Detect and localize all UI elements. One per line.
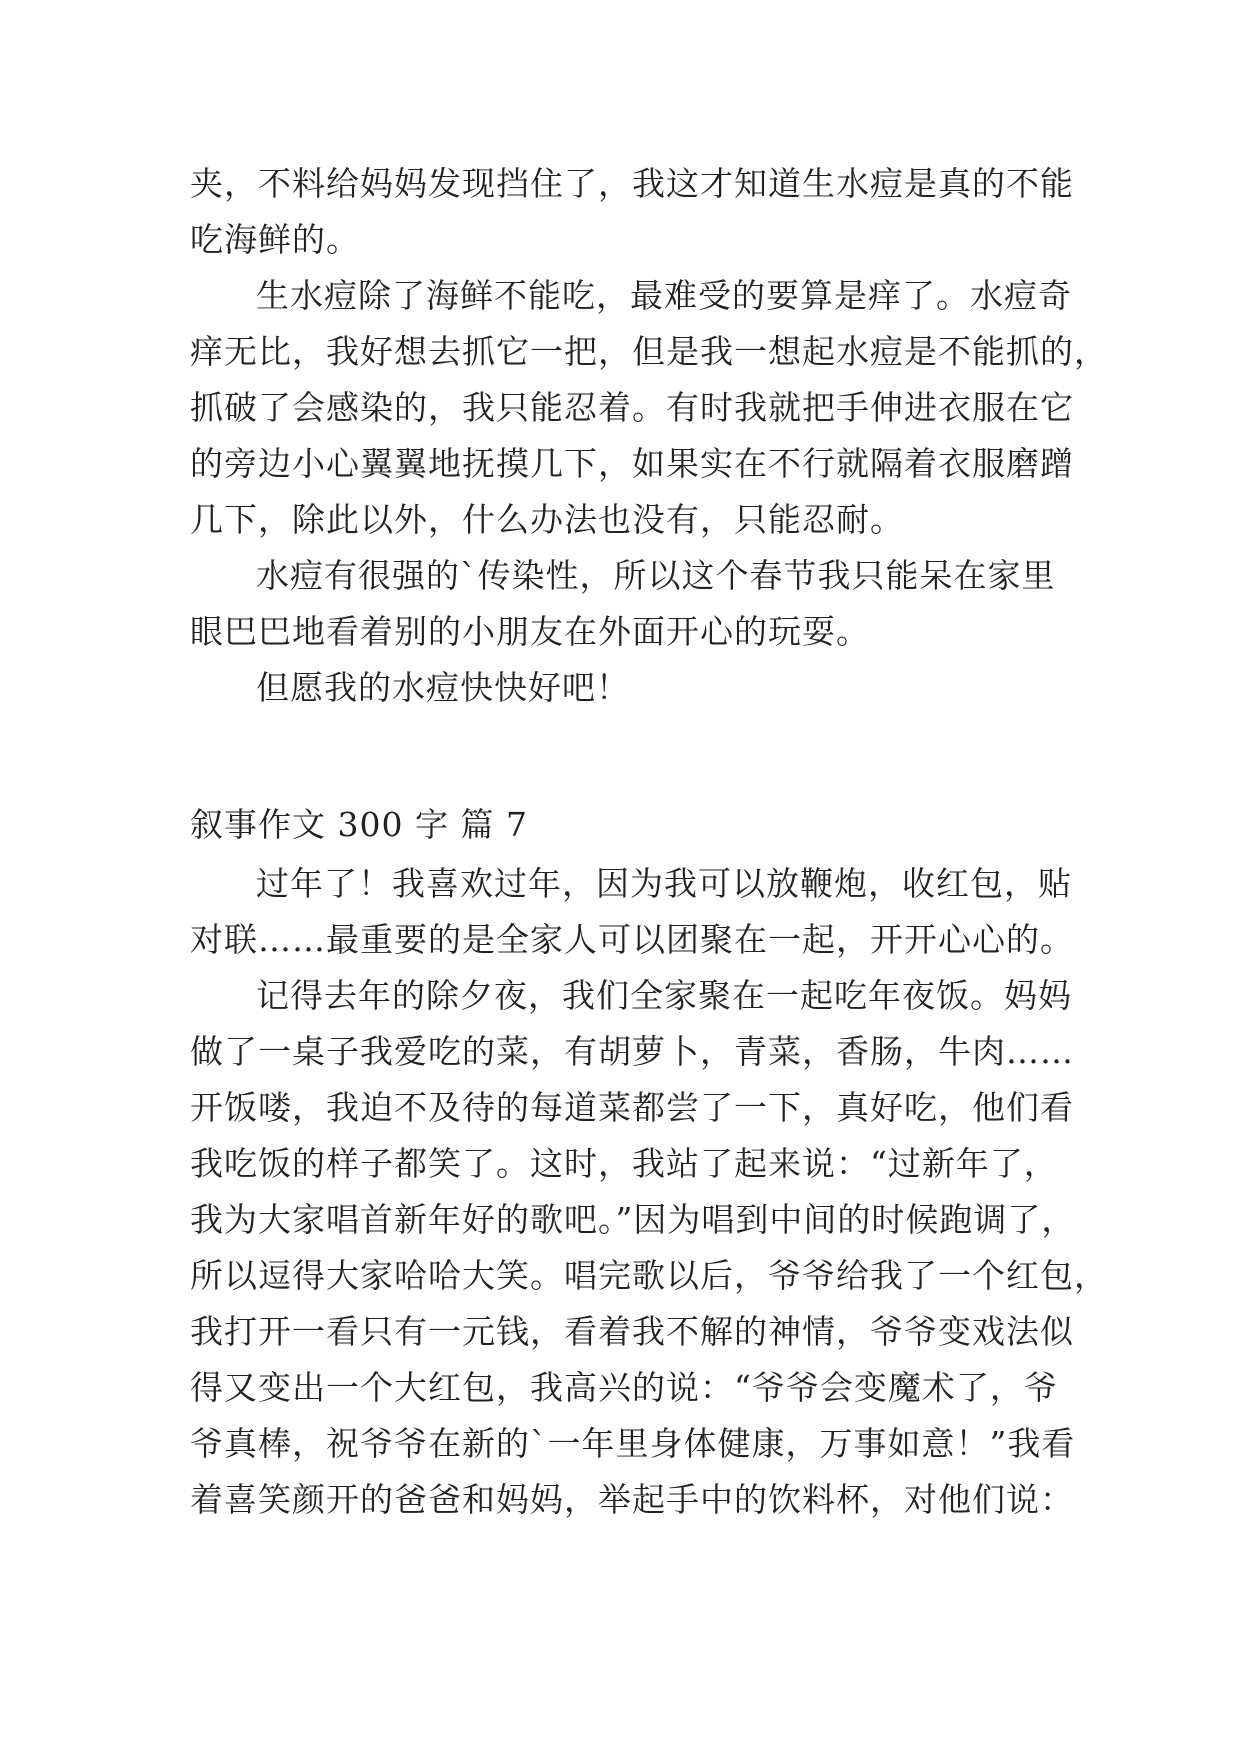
paragraph-line: 夹，不料给妈妈发现挡住了，我这才知道生水痘是真的不能	[190, 164, 1074, 203]
paragraph-line: 着喜笑颜开的爸爸和妈妈，举起手中的饮料杯，对他们说：	[190, 1480, 1074, 1519]
paragraph-line: 得又变出一个大红包，我高兴的说：“爷爷会变魔术了，爷	[190, 1368, 1058, 1407]
paragraph-line: 记得去年的除夕夜，我们全家聚在一起吃年夜饭。妈妈	[256, 976, 1072, 1015]
paragraph-line: 吃海鲜的。	[190, 220, 360, 259]
paragraph-line: 所以逗得大家哈哈大笑。唱完歌以后，爷爷给我了一个红包，	[190, 1256, 1108, 1295]
paragraph-line: 我吃饭的样子都笑了。这时，我站了起来说：“过新年了，	[190, 1144, 1058, 1183]
paragraph-line: 几下，除此以外，什么办法也没有，只能忍耐。	[190, 500, 904, 539]
paragraph-line: 抓破了会感染的，我只能忍着。有时我就把手伸进衣服在它	[190, 388, 1074, 427]
section-title: 叙事作文 300 字 篇 7	[190, 805, 528, 844]
paragraph-line: 的旁边小心翼翼地抚摸几下，如果实在不行就隔着衣服磨蹭	[190, 444, 1074, 483]
paragraph-line: 爷真棒，祝爷爷在新的`一年里身体健康，万事如意！”我看	[190, 1424, 1076, 1463]
paragraph-line: 眼巴巴地看着别的小朋友在外面开心的玩耍。	[190, 612, 870, 651]
paragraph-line: 开饭喽，我迫不及待的每道菜都尝了一下，真好吃，他们看	[190, 1088, 1074, 1127]
paragraph-line: 对联……最重要的是全家人可以团聚在一起，开开心心的。	[190, 920, 1074, 959]
paragraph-line: 生水痘除了海鲜不能吃，最难受的要算是痒了。水痘奇	[256, 276, 1072, 315]
paragraph-line: 做了一桌子我爱吃的菜，有胡萝卜，青菜，香肠，牛肉……	[190, 1032, 1074, 1071]
paragraph-line: 水痘有很强的`传染性，所以这个春节我只能呆在家里	[256, 556, 1056, 595]
paragraph-line: 过年了！我喜欢过年，因为我可以放鞭炮，收红包，贴	[256, 864, 1072, 903]
paragraph-line: 我打开一看只有一元钱，看着我不解的神情，爷爷变戏法似	[190, 1312, 1074, 1351]
paragraph-line: 我为大家唱首新年好的歌吧。”因为唱到中间的时候跑调了，	[190, 1200, 1076, 1239]
paragraph-line: 但愿我的水痘快快好吧！	[256, 668, 630, 707]
paragraph-line: 痒无比，我好想去抓它一把，但是我一想起水痘是不能抓的，	[190, 332, 1108, 371]
